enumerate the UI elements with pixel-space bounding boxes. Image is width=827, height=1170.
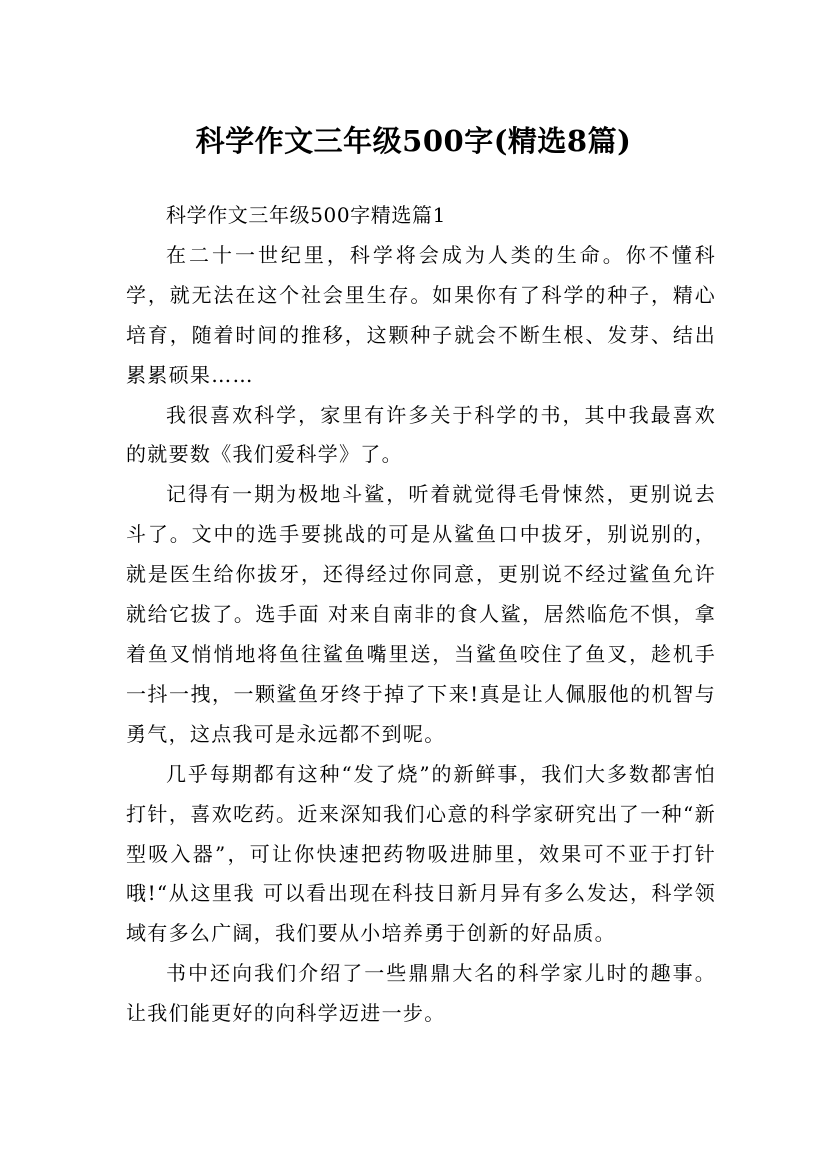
document-body — [126, 196, 716, 1034]
paragraph: 几乎每期都有这种“发了烧”的新鲜事，我们大多数都害怕打针，喜欢吃药。近来深知我们心意的科学家研究出了一种“新型吸入器”，可让你快速把药物吸进肺里，效果可不亚于打针哦!“从这里我 可以看出现在科技日新月异有多么发达，科学领域有多么广阔，我们要从小培养勇于创新的好品质。 — [126, 761, 716, 946]
paragraph: 我很喜欢科学，家里有许多关于科学的书，其中我最喜欢的就要数《我们爱科学》了。 — [126, 402, 716, 467]
section-heading: 科学作文三年级500字精选篇1 — [166, 203, 446, 227]
paragraph: 记得有一期为极地斗鲨，听着就觉得毛骨悚然，更别说去斗了。文中的选手要挑战的可是从鲨鱼口中拔牙，别说别的，就是医生给你拔牙，还得经过你同意，更别说不经过鲨鱼允许就给它拔了。选手面 对来自南非的食人鲨，居然临危不惧，拿着鱼叉悄悄地将鱼往鲨鱼嘴里送，当鲨鱼咬住了鱼叉，趁机手一抖一拽，一颗鲨鱼牙终于掉了下来!真是让人佩服他的机智与勇气，这点我可是永远都不到呢。 — [126, 482, 716, 746]
paragraph: 书中还向我们介绍了一些鼎鼎大名的科学家儿时的趣事。让我们能更好的向科学迈进一步。 — [126, 961, 716, 1026]
paragraph: 在二十一世纪里，科学将会成为人类的生命。你不懂科学，就无法在这个社会里生存。如果你有了科学的种子，精心培育，随着时间的推移，这颗种子就会不断生根、发芽、结出累累硕果…… — [126, 242, 716, 387]
document-title: 科学作文三年级500字(精选8篇) — [195, 124, 632, 159]
